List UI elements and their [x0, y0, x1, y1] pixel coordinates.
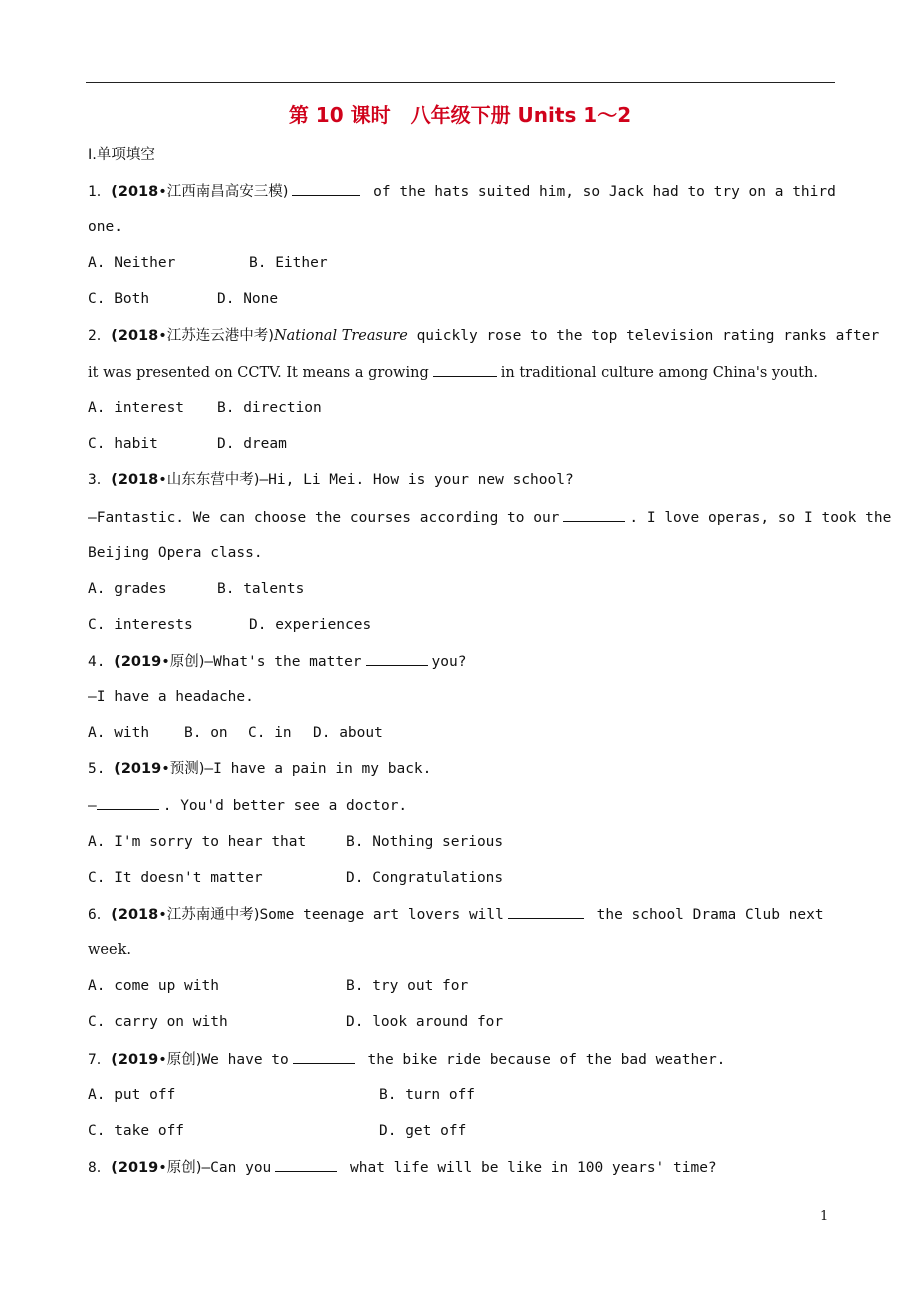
question-source: (2019•原创) — [111, 1160, 202, 1176]
option-a[interactable]: A. with — [88, 725, 150, 741]
answer-blank[interactable] — [433, 362, 497, 377]
question-5: 5. (2019•预测)—I have a pain in my back. — [88, 761, 432, 777]
question-number: 4. — [88, 654, 106, 670]
question-3-line-3: Beijing Opera class. — [88, 545, 263, 561]
page-title: 第 10 课时 八年级下册 Units 1～2 — [288, 103, 632, 127]
answer-blank[interactable] — [563, 507, 625, 522]
option-b[interactable]: B. Nothing serious — [346, 834, 504, 850]
question-1-continued: one. — [88, 219, 123, 235]
question-source: (2018•江苏连云港中考) — [111, 328, 274, 344]
question-4-options — [88, 723, 383, 743]
question-7: 7．(2019•原创)We have to the bike ride because of the bad weather. — [88, 1049, 725, 1070]
option-c[interactable]: C. carry on with — [88, 1014, 228, 1030]
question-source: (2018•江西南昌高安三模) — [111, 184, 289, 200]
question-5-options-cd — [88, 868, 503, 888]
question-4: 4. (2019•原创)—What's the matter you? — [88, 651, 466, 672]
answer-blank[interactable] — [366, 651, 428, 666]
option-d[interactable]: D. get off — [379, 1123, 467, 1139]
question-source: (2018•山东东营中考) — [111, 472, 260, 488]
page-number: 1 — [820, 1209, 829, 1224]
question-source: (2019•原创) — [111, 1052, 202, 1068]
question-2-options-cd — [88, 434, 287, 454]
question-1: 1．(2018•江西南昌高安三模) of the hats suited him, so Jack had to try on a third — [88, 181, 836, 202]
option-a[interactable]: A. Neither — [88, 255, 176, 271]
option-a[interactable]: A. come up with — [88, 978, 219, 994]
question-5-options-ab — [88, 832, 503, 852]
question-number: 3． — [88, 472, 112, 488]
option-c[interactable]: C. habit — [88, 436, 158, 452]
option-c[interactable]: C. interests — [88, 617, 193, 633]
option-c[interactable]: C. It doesn't matter — [88, 870, 263, 886]
option-b[interactable]: B. talents — [217, 581, 305, 597]
question-7-options-ab — [88, 1085, 475, 1105]
answer-blank[interactable] — [97, 795, 159, 810]
question-2-continued: it was presented on CCTV. It means a growing in traditional culture among China's youth. — [88, 362, 818, 383]
question-source: (2019•预测) — [114, 761, 205, 777]
answer-blank[interactable] — [292, 181, 360, 196]
question-1-options-cd — [88, 289, 278, 309]
question-number: 8． — [88, 1160, 112, 1176]
question-3-options-cd — [88, 615, 371, 635]
option-b[interactable]: B. Either — [249, 255, 328, 271]
option-a[interactable]: A. put off — [88, 1087, 176, 1103]
option-b[interactable]: B. direction — [217, 400, 322, 416]
option-b[interactable]: B. turn off — [379, 1087, 476, 1103]
question-source: (2019•原创) — [114, 654, 205, 670]
option-a[interactable]: A. interest — [88, 400, 185, 416]
option-b[interactable]: B. try out for — [346, 978, 469, 994]
question-number: 5. — [88, 761, 106, 777]
question-4-line-2: —I have a headache. — [88, 689, 254, 705]
question-source: (2018•江苏南通中考) — [111, 907, 260, 923]
header-rule — [86, 82, 835, 83]
question-number: 7． — [88, 1052, 112, 1068]
question-6-continued: week. — [88, 942, 131, 958]
option-d[interactable]: D. None — [217, 291, 279, 307]
question-3: 3．(2018•山东东营中考)—Hi, Li Mei. How is your new school? — [88, 472, 574, 488]
question-number: 2． — [88, 328, 112, 344]
question-2: 2．(2018•江苏连云港中考)National Treasure quickly rose to the top television rating ranks after — [88, 328, 880, 344]
question-3-line-2: —Fantastic. We can choose the courses according to our . I love operas, so I took the — [88, 507, 891, 528]
option-a[interactable]: A. grades — [88, 581, 167, 597]
option-d[interactable]: D. experiences — [249, 617, 372, 633]
option-c[interactable]: C. in — [248, 725, 292, 741]
program-title: National Treasure — [273, 328, 408, 344]
option-a[interactable]: A. I'm sorry to hear that — [88, 834, 307, 850]
answer-blank[interactable] — [293, 1049, 355, 1064]
question-5-line-2: — . You'd better see a doctor. — [88, 795, 407, 816]
question-6-options-ab — [88, 976, 468, 996]
option-c[interactable]: C. Both — [88, 291, 150, 307]
question-6: 6．(2018•江苏南通中考)Some teenage art lovers will the school Drama Club next — [88, 904, 824, 925]
question-number: 1． — [88, 184, 112, 200]
option-d[interactable]: D. about — [313, 725, 383, 741]
option-c[interactable]: C. take off — [88, 1123, 185, 1139]
option-d[interactable]: D. look around for — [346, 1014, 504, 1030]
answer-blank[interactable] — [275, 1157, 337, 1172]
option-b[interactable]: B. on — [184, 725, 228, 741]
question-3-options-ab — [88, 579, 304, 599]
answer-blank[interactable] — [508, 904, 584, 919]
section-heading: Ⅰ.单项填空 — [88, 147, 155, 163]
question-6-options-cd — [88, 1012, 503, 1032]
option-d[interactable]: D. Congratulations — [346, 870, 504, 886]
option-d[interactable]: D. dream — [217, 436, 287, 452]
question-8: 8．(2019•原创)—Can you what life will be like in 100 years' time? — [88, 1157, 717, 1178]
question-7-options-cd — [88, 1121, 466, 1141]
question-number: 6． — [88, 907, 112, 923]
question-1-options-ab — [88, 253, 328, 273]
question-2-options-ab — [88, 398, 322, 418]
